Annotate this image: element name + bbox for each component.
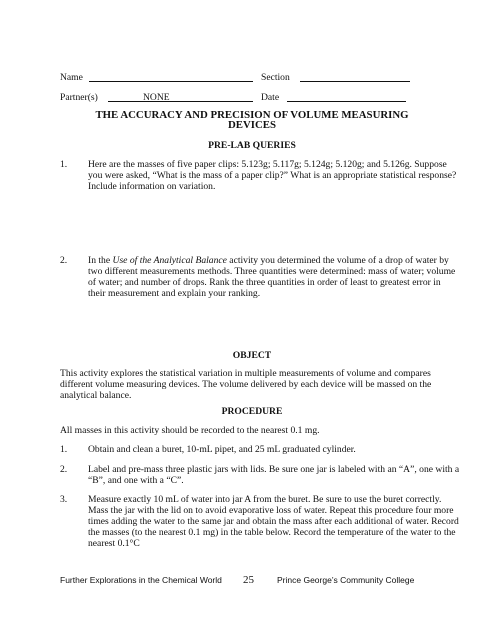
document-title-line1: THE ACCURACY AND PRECISION OF VOLUME MEASURING — [95, 109, 409, 121]
query-2-text-italic: Use of the Analytical Balance — [112, 255, 227, 266]
name-label: Name — [60, 72, 83, 83]
step-3-number: 3. — [60, 494, 68, 505]
date-field-line[interactable] — [287, 101, 406, 102]
object-heading: OBJECT — [232, 350, 272, 361]
procedure-heading: PROCEDURE — [221, 406, 283, 417]
section-field-line[interactable] — [300, 81, 410, 82]
procedure-intro: All masses in this activity should be recorded to the nearest 0.1 mg. — [60, 425, 320, 436]
query-1-number: 1. — [60, 159, 68, 170]
step-1-text: Obtain and clean a buret, 10-mL pipet, and 25 mL graduated cylinder. — [88, 444, 356, 455]
partner-value: NONE — [143, 92, 170, 103]
query-2-text-prefix: In the — [88, 255, 113, 266]
document-title-line2: DEVICES — [227, 119, 276, 131]
step-2-text: Label and pre-mass three plastic jars with lids. Be sure one jar is labeled with an “A”, one with a “B”, and one with a “C”. — [88, 464, 460, 486]
prelab-heading: PRE-LAB QUERIES — [208, 140, 296, 151]
page-number: 25 — [243, 574, 254, 586]
step-2-number: 2. — [60, 464, 68, 475]
step-3-text: Measure exactly 10 mL of water into jar A from the buret. Be sure to use the buret correctly. Mass the jar with the lid on to avoid evaporative loss of water. Repeat this procedure four more times adding the water to the same jar and obtain the mass after each additional of water. Record the masses (to the nearest 0.1 mg) in the table below. Record the temperature of the water to the nearest 0.1°C — [88, 494, 459, 549]
section-label: Section — [261, 72, 290, 83]
name-field-line[interactable] — [89, 81, 253, 82]
footer-left: Further Explorations in the Chemical World — [60, 575, 222, 585]
object-text: This activity explores the statistical variation in multiple measurements of volume and compares different volume measuring devices. The volume delivered by each device will be massed on the analytical balance. — [60, 368, 432, 401]
date-label: Date — [261, 92, 280, 103]
footer-right: Prince George’s Community College — [277, 575, 415, 585]
partner-label: Partner(s) — [60, 92, 98, 103]
partner-field-line[interactable] — [108, 101, 253, 102]
query-2-text — [88, 255, 460, 299]
query-1-text: Here are the masses of five paper clips: 5.123g; 5.117g; 5.124g; 5.120g; and 5.126g. Suppose you were asked, “What is the mass of a paper clip?” What is an appropriate statistical response? Include information on variation. — [88, 159, 457, 192]
query-2-number: 2. — [60, 255, 68, 266]
step-1-number: 1. — [60, 444, 68, 455]
query-2-text-suffix: activity you determined the volume of a drop of water by two different measurements methods. Three quantities were determined: mass of water; volume of water; and number of drops. Rank the three quantities in order of least to greatest error in their measurement and explain your ranking. — [88, 255, 456, 299]
